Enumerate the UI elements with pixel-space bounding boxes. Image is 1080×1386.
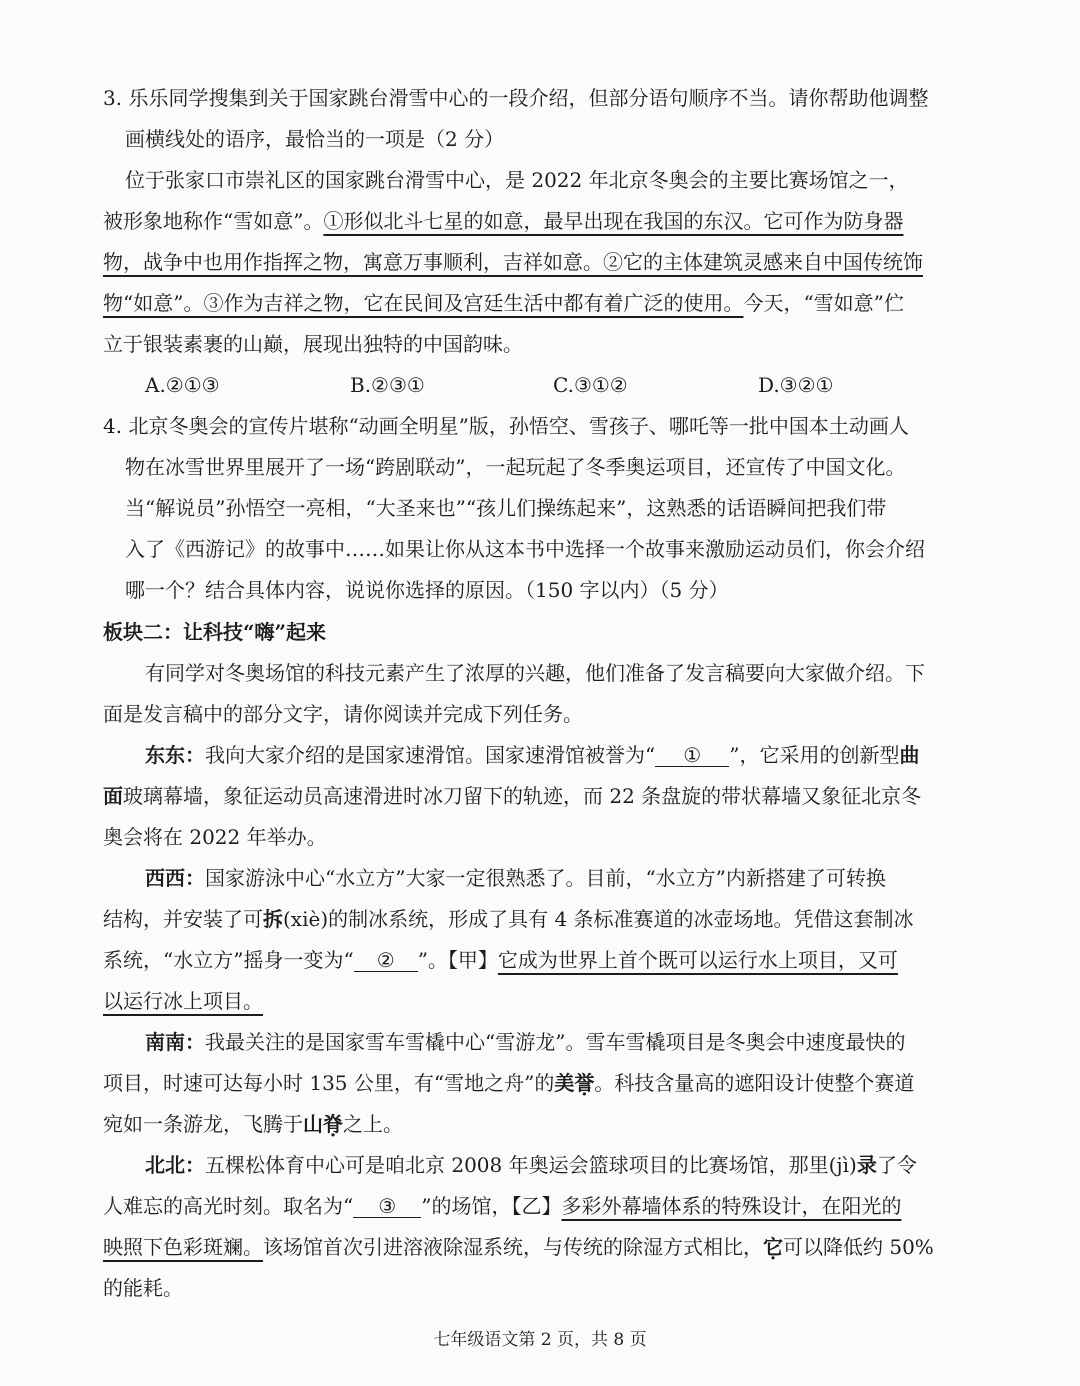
q3-option-b: B.②③① xyxy=(350,373,425,397)
underlined-sentence-jia: 它成为世界上首个既可以运行水上项目，又可 xyxy=(497,948,898,972)
blank-3: ③ xyxy=(353,1195,421,1218)
xixi-text: (xiè)的制冰系统，形成了具有 4 条标准赛道的冰壶场地。凭借这套制冰 xyxy=(283,907,914,931)
q4-line1: 4. 北京冬奥会的宣传片堪称“动画全明星”版，孙悟空、雪孩子、哪吒等一批中国本土动画人 xyxy=(103,414,909,438)
highlighted-char: 美 xyxy=(554,1071,575,1095)
beibei-line3 xyxy=(103,1233,934,1261)
q4-line3: 当“解说员”孙悟空一亮相，“大圣来也”“孩儿们操练起来”，这熟悉的话语瞬间把我们带 xyxy=(125,496,887,520)
highlighted-char: 拆 xyxy=(263,907,283,931)
beibei-text: ”的场馆，【乙】 xyxy=(421,1194,562,1218)
xixi-text: 国家游泳中心“水立方”大家一定很熟悉了。目前，“水立方”内新搭建了可转换 xyxy=(205,866,886,890)
q3-underlined-sentence: ①形似北斗七星的如意，最早出现在我国的东汉。它可作为防身器 xyxy=(323,209,904,233)
beibei-text: 人难忘的高光时刻。取名为“ xyxy=(103,1194,354,1218)
q3-option-c: C.③①② xyxy=(553,373,628,397)
xixi-text: ”。【甲】 xyxy=(417,948,498,972)
page-footer: 七年级语文第 2 页，共 8 页 xyxy=(433,1330,647,1350)
q3-underlined-sentence: 物，战争中也用作指挥之物，寓意万事顺利，吉祥如意。②它的主体建筑灵感来自中国传统饰 xyxy=(103,250,923,274)
q3-passage-line2 xyxy=(103,207,903,235)
q3-passage-line5: 立于银装素裹的山巅，展现出独特的中国韵味。 xyxy=(103,332,523,356)
nannan-text: 。科技含量高的遮阳设计使整个赛道 xyxy=(594,1071,915,1095)
nannan-text: 宛如一条游龙，飞腾于 xyxy=(103,1112,303,1136)
xixi-line3 xyxy=(103,946,898,974)
dongdong-line3: 奥会将在 2022 年举办。 xyxy=(103,825,327,849)
xixi-line2 xyxy=(103,905,914,933)
dongdong-text: ”，它采用的创新型 xyxy=(729,743,900,767)
beibei-line4: 的能耗。 xyxy=(103,1276,183,1300)
q4-line2: 物在冰雪世界里展开了一场“跨剧联动”，一起玩起了冬季奥运项目，还宣传了中国文化。 xyxy=(125,455,906,479)
section2-title: 板块二：让科技“嗨”起来 xyxy=(103,620,327,644)
highlighted-char: 面 xyxy=(103,784,123,808)
nannan-line2 xyxy=(103,1069,914,1097)
dongdong-line2 xyxy=(103,782,921,810)
nannan-text: 之上。 xyxy=(343,1112,403,1136)
beibei-text: 五棵松体育中心可是咱北京 2008 年奥运会篮球项目的比赛场馆，那里(jì) xyxy=(205,1153,857,1177)
q4-line5: 哪一个？结合具体内容，说说你选择的原因。（150 字以内）（5 分） xyxy=(125,578,729,602)
speaker-label: 北北： xyxy=(145,1153,205,1177)
highlighted-char: 曲 xyxy=(899,743,920,767)
dotted-char: 它 xyxy=(763,1235,783,1259)
q3-stem-line1: 3. 乐乐同学搜集到关于国家跳台滑雪中心的一段介绍，但部分语句顺序不当。请你帮助他调整 xyxy=(103,86,929,110)
q4-line4: 入了《西游记》的故事中……如果让你从这本书中选择一个故事来激励运动员们，你会介绍 xyxy=(125,537,925,561)
nannan-text: 项目，时速可达每小时 135 公里，有“雪地之舟”的 xyxy=(103,1071,555,1095)
beibei-text: 了令 xyxy=(876,1153,917,1177)
dongdong-line1 xyxy=(145,741,919,769)
dotted-char: 脊 xyxy=(323,1112,343,1136)
speaker-label: 西西： xyxy=(145,866,205,890)
dotted-char: 誉 xyxy=(574,1071,595,1095)
underlined-sentence-yi: 映照下色彩斑斓。 xyxy=(103,1235,263,1259)
beibei-text: 可以降低约 50% xyxy=(783,1235,934,1259)
beibei-text: 该场馆首次引进溶液除湿系统，与传统的除湿方式相比， xyxy=(263,1235,763,1259)
underlined-sentence-yi: 多彩外幕墙体系的特殊设计，在阳光的 xyxy=(561,1194,902,1218)
highlighted-char: 山 xyxy=(303,1112,323,1136)
q3-underlined-sentence: 物“如意”。③作为吉祥之物，它在民间及宫廷生活中都有着广泛的使用。 xyxy=(103,291,744,315)
q3-passage-line4-plain: 今天，“雪如意”伫 xyxy=(743,291,904,315)
beibei-line2 xyxy=(103,1192,901,1220)
nannan-text: 我最关注的是国家雪车雪橇中心“雪游龙”。雪车雪橇项目是冬奥会中速度最快的 xyxy=(205,1030,906,1054)
section2-intro-line1: 有同学对冬奥场馆的科技元素产生了浓厚的兴趣，他们准备了发言稿要向大家做介绍。下 xyxy=(145,661,925,685)
nannan-line1 xyxy=(145,1028,905,1056)
highlighted-char: 录 xyxy=(856,1153,877,1177)
xixi-text: 结构，并安装了可 xyxy=(103,907,263,931)
q3-passage-line3 xyxy=(103,248,923,276)
q3-option-a: A.②①③ xyxy=(145,373,220,397)
q3-stem-line2: 画横线处的语序，最恰当的一项是（2 分） xyxy=(125,127,505,151)
beibei-line1 xyxy=(145,1151,917,1179)
q3-passage-line1: 位于张家口市崇礼区的国家跳台滑雪中心，是 2022 年北京冬奥会的主要比赛场馆之一， xyxy=(125,168,909,192)
section2-intro-line2: 面是发言稿中的部分文字，请你阅读并完成下列任务。 xyxy=(103,702,583,726)
xixi-line1 xyxy=(145,864,886,892)
q3-passage-line2-plain: 被形象地称作“雪如意”。 xyxy=(103,209,324,233)
xixi-text: 系统，“水立方”摇身一变为“ xyxy=(103,948,354,972)
blank-2: ② xyxy=(354,949,418,972)
q3-option-d: D.③②① xyxy=(758,373,834,397)
speaker-label: 东东： xyxy=(145,743,205,767)
dongdong-text: 我向大家介绍的是国家速滑馆。国家速滑馆被誉为“ xyxy=(205,743,656,767)
q3-passage-line4 xyxy=(103,289,904,317)
dongdong-text: 玻璃幕墙，象征运动员高速滑进时冰刀留下的轨迹，而 22 条盘旋的带状幕墙又象征北京冬 xyxy=(123,784,922,808)
nannan-line3 xyxy=(103,1110,403,1138)
blank-1: ① xyxy=(655,744,729,767)
speaker-label: 南南： xyxy=(145,1030,205,1054)
underlined-sentence-jia: 以运行冰上项目。 xyxy=(103,989,263,1013)
xixi-line4 xyxy=(103,987,263,1015)
